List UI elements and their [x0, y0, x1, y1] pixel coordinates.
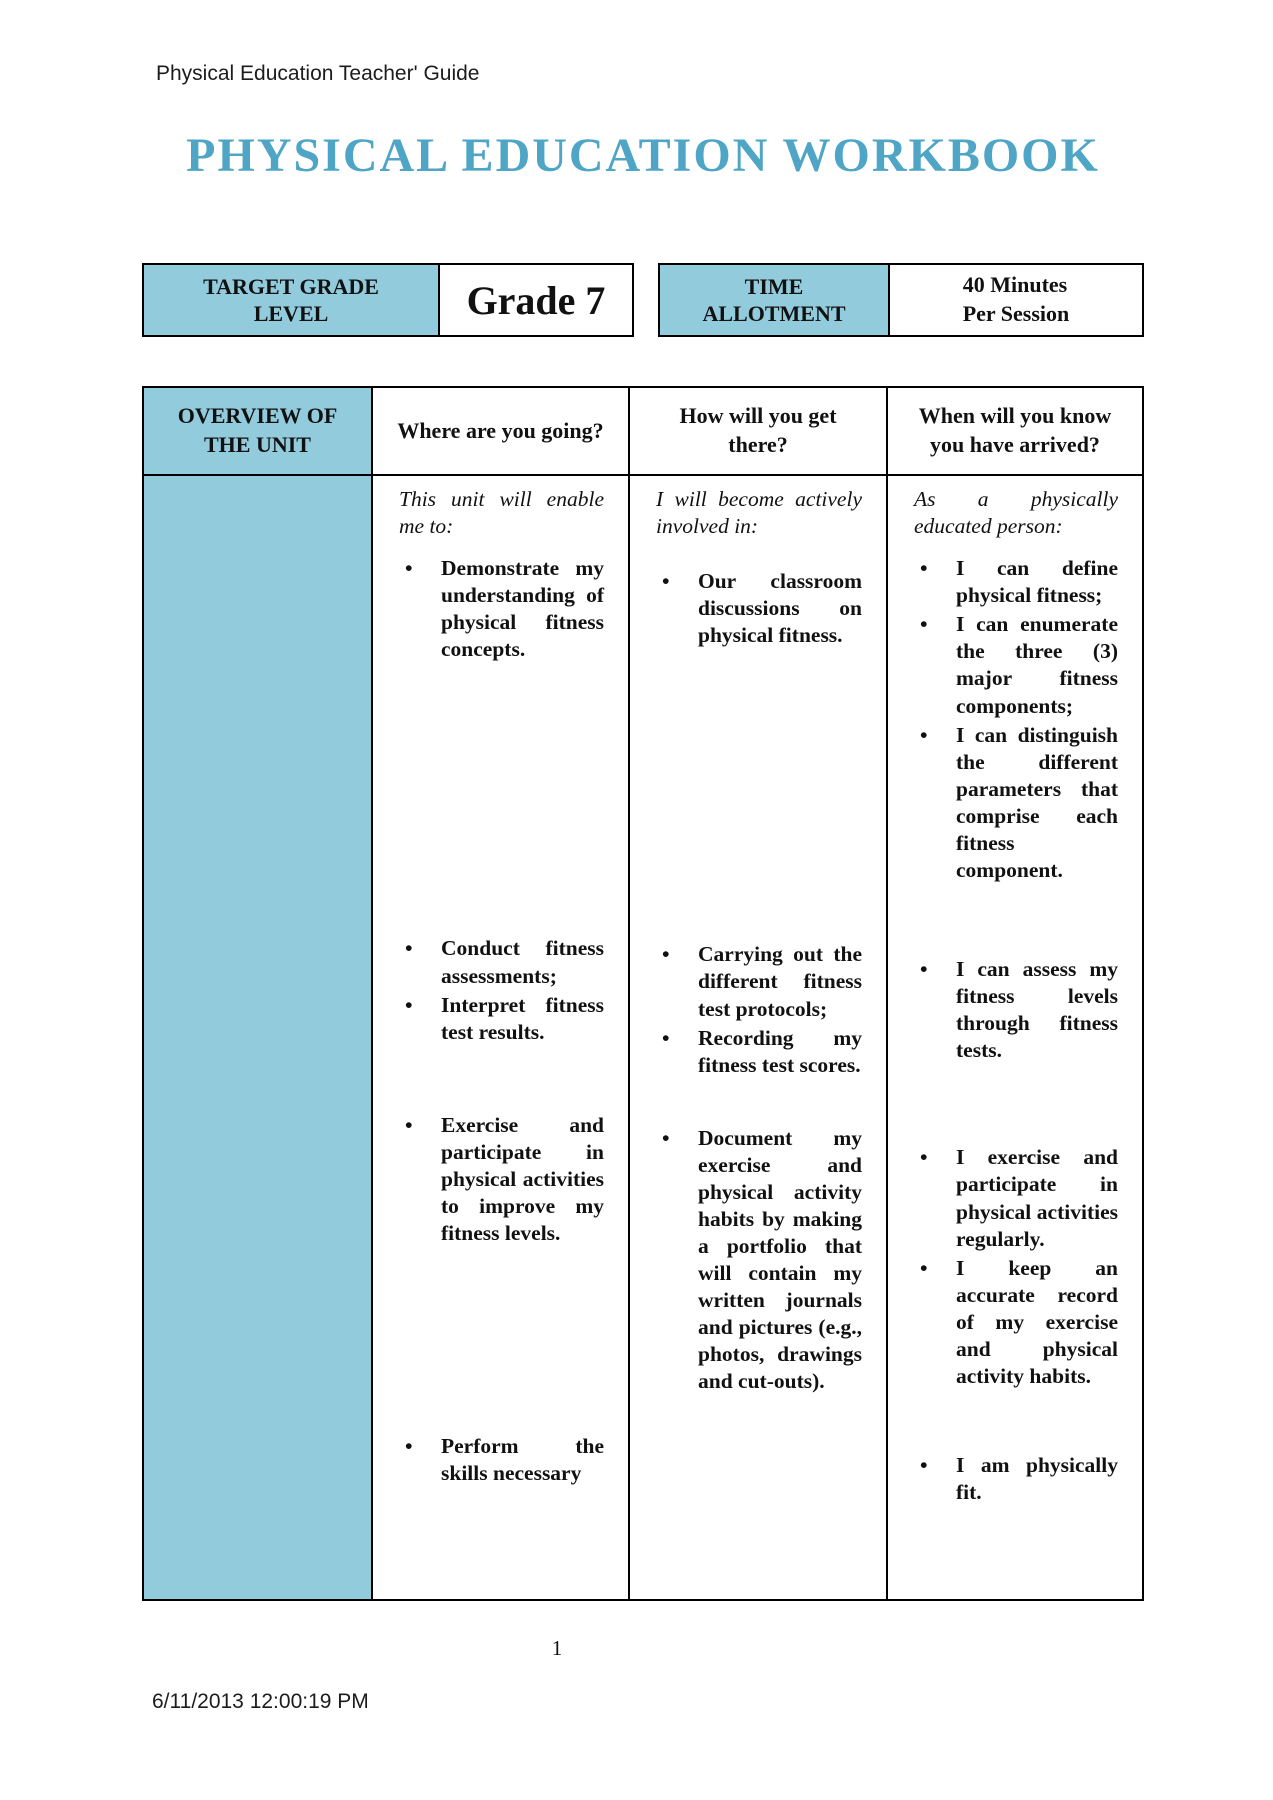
column-where-body	[373, 476, 630, 1599]
bullet-icon: •	[405, 1112, 413, 1137]
bullet-icon: •	[405, 1434, 413, 1459]
bullet-icon: •	[405, 936, 413, 961]
running-header: Physical Education Teacher' Guide	[156, 62, 480, 85]
list-item: • Interpret fitness test results.	[399, 992, 604, 1046]
list-item: • I can distinguish the different parameters that comprise each fitness component.	[914, 722, 1118, 884]
time-allotment-value	[890, 265, 1142, 335]
bullet-icon: •	[662, 569, 670, 594]
list-item: • Demonstrate my understanding of physical fitness concepts.	[399, 555, 604, 663]
column-when-body	[888, 476, 1142, 1599]
target-grade-value: Grade 7	[466, 277, 606, 323]
bullet-icon: •	[920, 722, 928, 747]
bullet-icon: •	[920, 1453, 928, 1478]
list-item: • I can define physical fitness;	[914, 555, 1118, 609]
page-title: PHYSICAL EDUCATION WORKBOOK	[186, 129, 1100, 182]
list-item: • Document my exercise and physical activity habits by making a portfolio that will contain my written journals and pictures (e.g., photos, drawings and cut-outs).	[656, 1125, 862, 1396]
list-item: • I can enumerate the three (3) major fitness components;	[914, 611, 1118, 719]
column-header-where: Where are you going?	[373, 388, 630, 476]
overview-corner-header: OVERVIEW OF THE UNIT	[144, 388, 373, 476]
list-item: • Conduct fitness assessments;	[399, 935, 604, 989]
list-item: • I exercise and participate in physical activities regularly.	[914, 1144, 1118, 1252]
bullet-icon: •	[920, 957, 928, 982]
target-grade-label: TARGET GRADE LEVEL	[144, 265, 440, 335]
overview-body-spacer	[144, 476, 373, 1599]
column-header-how: How will you get there?	[630, 388, 888, 476]
list-item: • I can assess my fitness levels through fitness tests.	[914, 956, 1118, 1064]
column-how-body	[630, 476, 888, 1599]
list-item: • Carrying out the different fitness test protocols;	[656, 941, 862, 1022]
bullet-icon: •	[920, 556, 928, 581]
overview-table	[142, 386, 1144, 1601]
column-how-intro: I will become actively involved in:	[656, 487, 862, 539]
list-item: • I am physically fit.	[914, 1452, 1118, 1506]
list-item: • I keep an accurate record of my exercise and physical activity habits.	[914, 1255, 1118, 1390]
column-when-intro: As a physically educated person:	[914, 487, 1118, 539]
column-header-when: When will you know you have arrived?	[888, 388, 1142, 476]
bullet-icon: •	[405, 556, 413, 581]
target-grade-table	[142, 263, 634, 337]
footer-timestamp: 6/11/2013 12:00:19 PM	[152, 1690, 369, 1713]
bullet-icon: •	[405, 992, 413, 1017]
list-item: • Our classroom discussions on physical fitness.	[656, 568, 862, 649]
time-allotment-lines	[963, 271, 1070, 328]
time-value-line2: Per Session	[962, 301, 1070, 326]
bullet-icon: •	[662, 942, 670, 967]
time-value-line1: 40 Minutes	[962, 272, 1068, 298]
bullet-icon: •	[920, 1145, 928, 1170]
list-item: • Recording my fitness test scores.	[656, 1025, 862, 1079]
bullet-icon: •	[920, 612, 928, 637]
bullet-icon: •	[662, 1125, 670, 1150]
list-item: • Perform the skills necessary	[399, 1433, 604, 1487]
bullet-icon: •	[920, 1255, 928, 1280]
page-number: 1	[551, 1636, 563, 1660]
time-allotment-table	[658, 263, 1144, 337]
list-item: • Exercise and participate in physical activities to improve my fitness levels.	[399, 1112, 604, 1247]
bullet-icon: •	[662, 1025, 670, 1050]
time-allotment-label: TIME ALLOTMENT	[660, 265, 890, 335]
column-where-intro: This unit will enable me to:	[399, 487, 604, 539]
